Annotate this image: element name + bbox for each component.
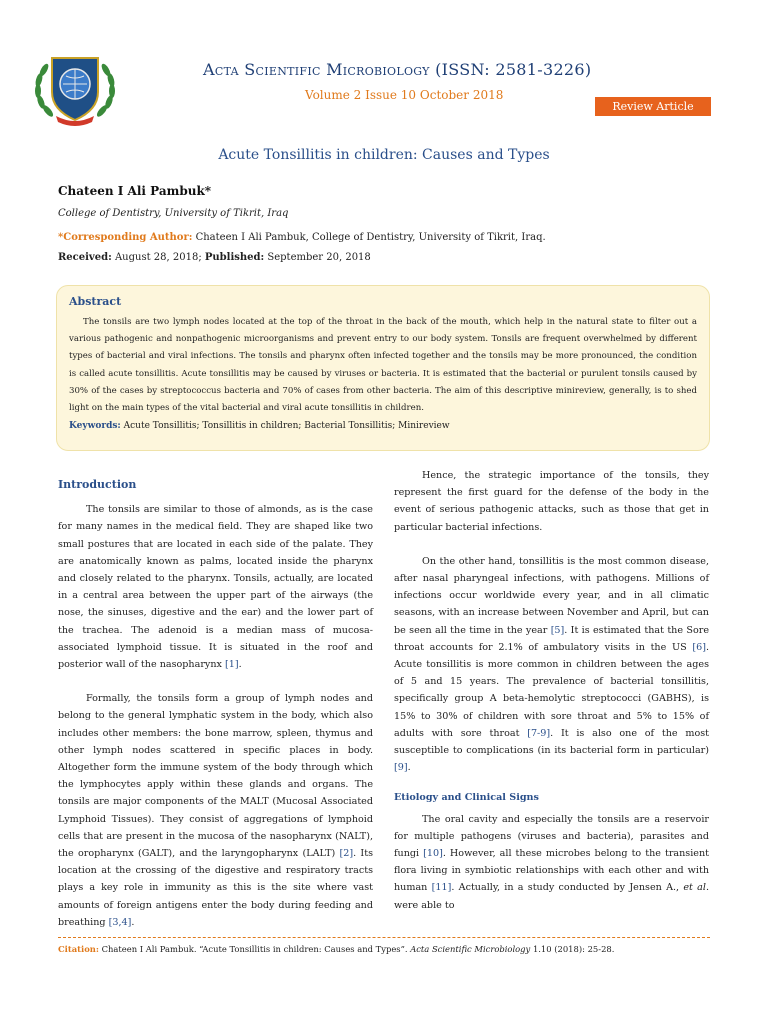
article-title: Acute Tonsillitis in children: Causes and Types	[218, 147, 550, 163]
published-date: September 20, 2018	[264, 252, 371, 263]
keywords-text: Acute Tonsillitis; Tonsillitis in children; Bacterial Tonsillitis; Minireview	[120, 421, 450, 432]
reference-link[interactable]: [7-9]	[527, 727, 551, 739]
keywords-label: Keywords:	[69, 421, 121, 432]
abstract-body: The tonsils are two lymph nodes located at the top of the throat in the back of the mouth, which help in the natural state to filter out a various pathogenic and nonpathogenic microorganisms and prevent entry to our body system. Tonsils are frequent overwhelmed by different types of bacterial and viral infections. The tonsils and pharynx often infected together and the tonsils may be more pronounced, the condition is called acute tonsillitis. Acute tonsillitis may be caused by viruses or bacteria. It is estimated that the bacterial or purulent tonsils caused by 30% of the cases by streptococcus bacteria and 70% of cases from other bacteria. The aim of this descriptive minireview, generally, is to shed light on the main types of the vital bacterial and viral acute tonsillitis in children.	[69, 317, 697, 414]
right-paragraph-2: On the other hand, tonsillitis is the most common disease, after nasal pharyngeal infections, with pathogens. Millions of infections occur worldwide every year, and in all climatic seasons, with an increase between November and April, but can be seen all the time in the year [5]. It is estimated that the Sore throat accounts for 2.1% of ambulatory visits in the US [6]. Acute tonsillitis is more common in children between the ages of 5 and 15 years. The prevalence of bacterial tonsillitis, specifically group A beta-hemolytic streptococci (GABHS), is 15% to 30% of children with sore throat and 5% to 15% of adults with sore throat [7-9]. It is also one of the most susceptible to complications (in its bacterial form in particular) [9].	[394, 555, 709, 774]
reference-link[interactable]: [1]	[224, 659, 239, 671]
reference-link[interactable]: [10]	[423, 848, 443, 860]
footer-divider	[58, 937, 710, 938]
right-column	[394, 467, 709, 931]
keywords	[69, 418, 697, 434]
intro-paragraph-1: The tonsils are similar to those of almonds, as is the case for many names in the medical field. They are shaped like two small postures that are located in each side of the palate. They are anatomically known as palms, located inside the pharynx and closely related to the pharynx. Tonsils, actually, are located in a central area between the upper part of the airways (the nose, the sinuses, digestive and the ear) and the lower part of the trachea. The adenoid is a median mass of mucosa-associated lymphoid tissue. It is situated in the roof and posterior wall of the nasopharynx [1].	[58, 504, 373, 671]
received-label: Received:	[58, 252, 112, 263]
reference-link[interactable]: [2]	[339, 848, 354, 860]
reference-link[interactable]: [5]	[550, 624, 565, 636]
intro-paragraph-2: Formally, the tonsils form a group of lymph nodes and belong to the general lymphatic system in the body, which also includes other members: the bone marrow, spleen, thymus and other lymph nodes scattered in specific places in body. Altogether form the immune system of the body through which the lymphocytes apply within these glands and organs. The tonsils are major components of the MALT (Mucosal Associated Lymphoid Tissues). They consist of aggregations of lymphoid cells that are present in the mucosa of the nasopharynx (NALT), the oropharynx (GALT), and the laryngopharynx (LALT) [2]. Its location at the crossing of the digestive and respiratory tracts plays a key role in immunity as this is the site where vast amounts of foreign antigens enter the body during feeding and breathing [3,4].	[58, 693, 373, 928]
journal-name: Acta Scientific Microbiology (ISSN: 2581-3226)	[203, 60, 592, 79]
citation-label: Citation:	[58, 944, 99, 954]
reference-link[interactable]: [9]	[394, 762, 408, 774]
published-label: Published:	[204, 252, 265, 263]
volume-issue: Volume 2 Issue 10 October 2018	[305, 88, 504, 102]
author-name: Chateen I Ali Pambuk*	[58, 184, 212, 198]
abstract-box	[56, 285, 710, 451]
introduction-heading: Introduction	[58, 478, 137, 491]
dates	[58, 252, 371, 263]
left-column	[58, 476, 373, 948]
article-type-badge: Review Article	[595, 97, 711, 116]
affiliation: College of Dentistry, University of Tikrit, Iraq	[58, 208, 289, 219]
etiology-heading: Etiology and Clinical Signs	[394, 792, 539, 804]
journal-logo-icon	[22, 40, 128, 128]
reference-link[interactable]: [3,4]	[108, 916, 132, 928]
received-date: August 28, 2018;	[111, 252, 205, 263]
citation: Citation: Chateen I Ali Pambuk. “Acute Tonsillitis in children: Causes and Types”. Acta Scientific Microbiology 1.10 (2018): 25-28.	[58, 944, 615, 954]
right-paragraph-1: Hence, the strategic importance of the tonsils, they represent the first guard for the defense of the body in the event of serious pathogenic attacks, such as those that get in particular bacterial infections.	[394, 470, 709, 533]
reference-link[interactable]: [11]	[431, 882, 452, 894]
right-paragraph-3: The oral cavity and especially the tonsils are a reservoir for multiple pathogens (viruses and bacteria), parasites and fungi [10]. However, all these microbes belong to the transient flora living in symbiotic relationships with each other and with human [11]. Actually, in a study conducted by Jensen A., et al. were able to	[394, 813, 710, 911]
corresponding-author	[58, 232, 546, 243]
reference-link[interactable]: [6]	[692, 641, 706, 653]
corresponding-label: *Corresponding Author:	[58, 232, 193, 243]
corresponding-text: Chateen I Ali Pambuk, College of Dentistry, University of Tikrit, Iraq.	[192, 232, 546, 243]
abstract-heading: Abstract	[69, 295, 122, 308]
